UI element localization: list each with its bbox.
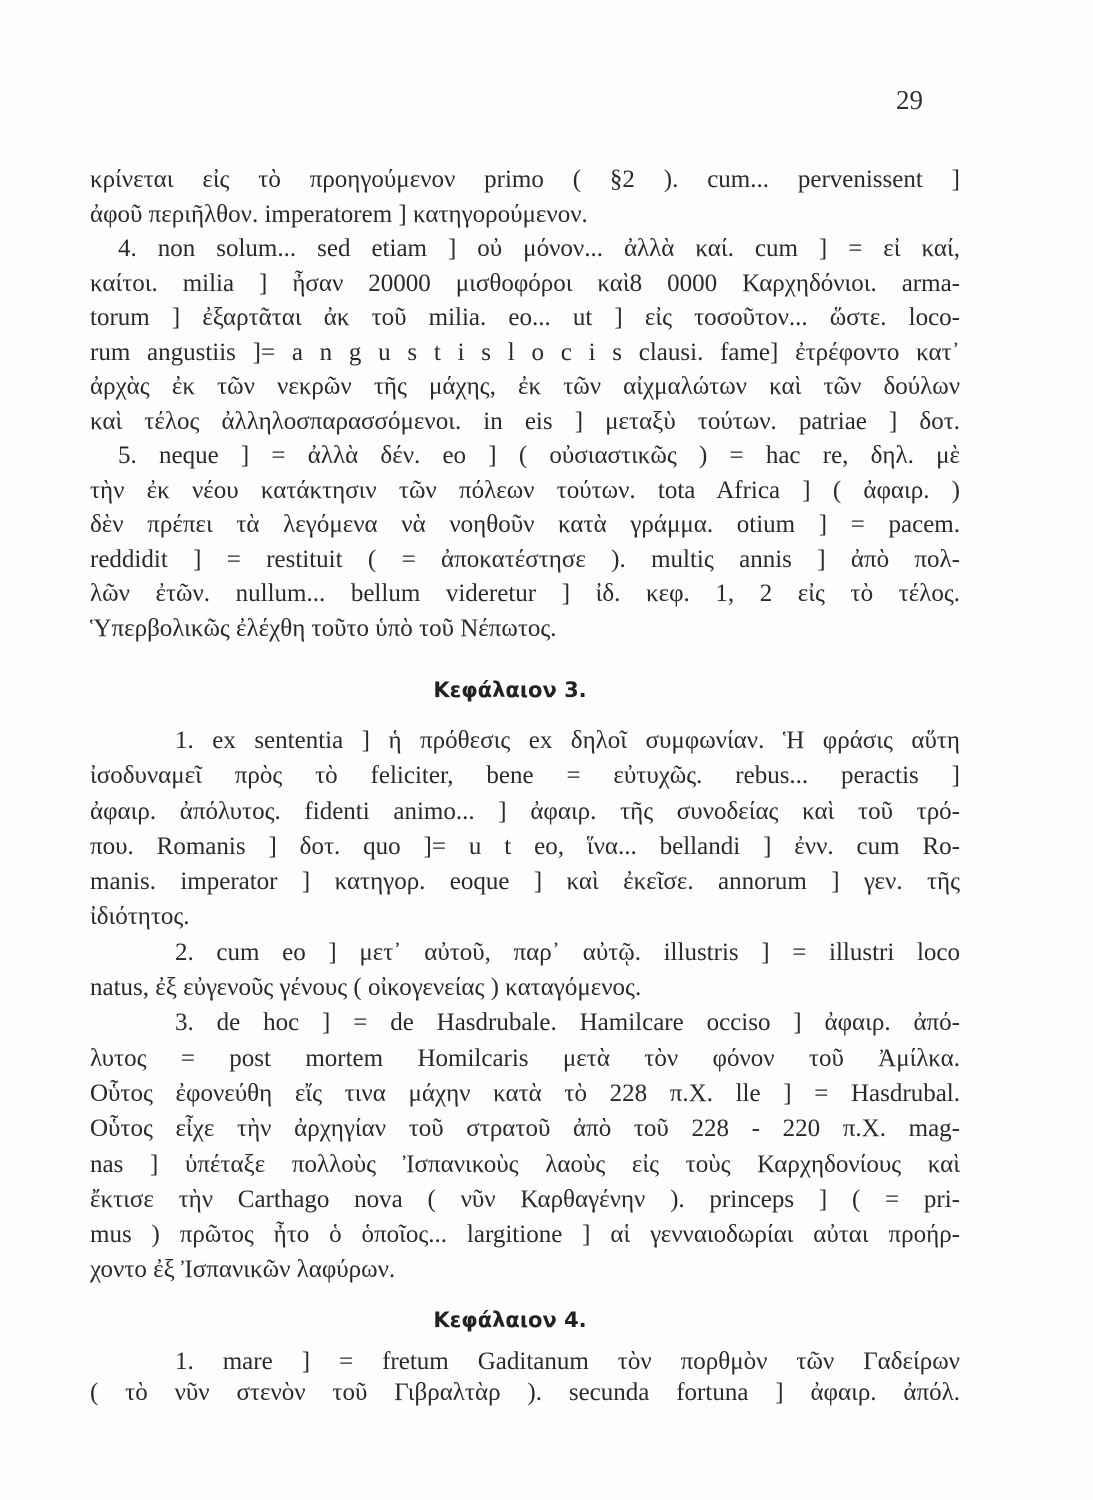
text-line: reddidit ] = restituit ( = ἀποκατέστησε ). multiς annis ] ἀπὸ πολ- (90, 545, 960, 573)
text-line: 3. de hoc ] = de Hasdrubale. Hamilcare occiso ] ἀφαιρ. ἀπό- (175, 1009, 960, 1037)
text-line: natus, ἐξ εὐγενοῦς γένους ( οἰκογενείας ) καταγόμενος. (90, 974, 642, 1002)
text-line: τὴν ἐκ νέου κατάκτησιν τῶν πόλεων τούτων. tota Africa ] ( ἀφαιρ. ) (90, 476, 960, 504)
text-line: rum angustiis ]= a n g u s t i s l o c i s clausi. fame] ἐτρέφοντο κατ᾽ (90, 338, 960, 366)
text-line: που. Romanis ] δοτ. quo ]= u t eo, ἵνα... bellandi ] ἐνν. cum Ro- (90, 832, 960, 860)
text-line: Ὑπερβολικῶς ἐλέχθη τοῦτο ὑπὸ τοῦ Νέπωτος. (90, 614, 557, 642)
text-line: 1. ex sententia ] ἡ πρόθεσις ex δηλοῖ συμφωνίαν. Ἡ φράσις αὕτη (175, 727, 960, 754)
chapter-4-heading: Κεφάλαιον 4. (433, 1308, 587, 1332)
text-line: λῶν ἐτῶν. nullum... bellum videretur ] ἰδ. κεφ. 1, 2 εἰς τὸ τέλος. (90, 580, 960, 607)
text-line: χοντο ἐξ Ἰσπανικῶν λαφύρων. (90, 1256, 396, 1284)
text-line: καὶ τέλος ἀλληλοσπαρασσόμενοι. in eis ] μεταξὺ τούτων. patriae ] δοτ. (90, 407, 960, 435)
text-line: nas ] ὑπέταξε πολλοὺς Ἰσπανικοὺς λαοὺς εἰς τοὺς Καρχηδονίους καὶ (90, 1150, 960, 1178)
text-line: mus ) πρῶτος ἦτο ὁ ὁποῖος... largitione ] αἱ γενναιοδωρίαι αὐται προήρ- (90, 1221, 960, 1249)
text-line: Οὗτος εἶχε τὴν ἀρχηγίαν τοῦ στρατοῦ ἀπὸ τοῦ 228 - 220 π.Χ. mag- (90, 1115, 960, 1143)
paragraph-1 (90, 723, 960, 935)
text-line: ἰσοδυναμεῖ πρὸς τὸ feliciter, bene = εὐτυχῶς. rebus... peractis ] (90, 762, 960, 790)
text-line: ἔκτισε τὴν Carthago nova ( νῦν Καρθαγένην ). princeps ] ( = pri- (90, 1185, 960, 1213)
paragraph-5 (90, 439, 960, 646)
paragraph-2 (90, 935, 960, 1006)
chapter-3-heading: Κεφάλαιον 3. (433, 678, 587, 702)
text-line: κρίνεται εἰς τὸ προηγούμενον primo ( §2 ). cum... pervenissent ] (90, 166, 960, 193)
text-line: 2. cum eo ] μετ᾽ αὐτοῦ, παρ᾽ αὐτῷ. illustris ] = illustri loco (175, 938, 960, 966)
paragraph-1 (90, 1346, 960, 1408)
text-line: ἰδιότητος. (90, 903, 190, 931)
text-line: ἀφοῦ περιῆλθον. imperatorem ] κατηγορούμενον. (90, 200, 588, 228)
text-line: Οὗτος ἐφονεύθη εἴς τινα μάχην κατὰ τὸ 228 π.Χ. lle ] = Hasdrubal. (90, 1079, 960, 1107)
chapter-3-notes (90, 723, 960, 1288)
text-line: καίτοι. milia ] ἦσαν 20000 μισθοφόροι καὶ8 0000 Καρχηδόνιοι. arma- (90, 269, 960, 297)
text-line: λυτος = post mortem Homilcaris μετὰ τὸν φόνον τοῦ Ἀμίλκα. (90, 1044, 960, 1072)
paragraph-4 (90, 232, 960, 439)
text-line: δὲν πρέπει τὰ λεγόμενα νὰ νοηθοῦν κατὰ γράμμα. otium ] = pacem. (90, 511, 960, 538)
chapter-2-notes (90, 163, 960, 646)
text-line: 4. non solum... sed etiam ] οὐ μόνον... ἀλλὰ καί. cum ] = εἰ καί, (118, 235, 960, 262)
text-line: torum ] ἐξαρτᾶται ἀκ τοῦ milia. eo... ut ] εἰς τοσοῦτον... ὥστε. loco- (90, 304, 960, 331)
paragraph-3 (90, 1005, 960, 1287)
page-number: 29 (896, 85, 923, 115)
paragraph-continued (90, 163, 960, 232)
chapter-4-notes (90, 1346, 960, 1408)
text-line: ( τὸ νῦν στενὸν τοῦ Γιβραλτὰρ ). secunda fortuna ] ἀφαιρ. ἀπόλ. (90, 1379, 960, 1406)
text-line: 1. mare ] = fretum Gaditanum τὸν πορθμὸν τῶν Γαδείρων (175, 1348, 960, 1375)
text-line: 5. neque ] = ἀλλὰ δέν. eo ] ( οὐσιαστικῶς ) = hac re, δηλ. μὲ (118, 442, 960, 469)
text-line: ἀρχὰς ἐκ τῶν νεκρῶν τῆς μάχης, ἐκ τῶν αἰχμαλώτων καὶ τῶν δούλων (90, 373, 960, 400)
text-line: manis. imperator ] κατηγορ. eoque ] καὶ ἐκεῖσε. annorum ] γεν. τῆς (90, 868, 960, 896)
text-line: ἀφαιρ. ἀπόλυτος. fidenti animo... ] ἀφαιρ. τῆς συνοδείας καὶ τοῦ τρό- (90, 797, 960, 825)
